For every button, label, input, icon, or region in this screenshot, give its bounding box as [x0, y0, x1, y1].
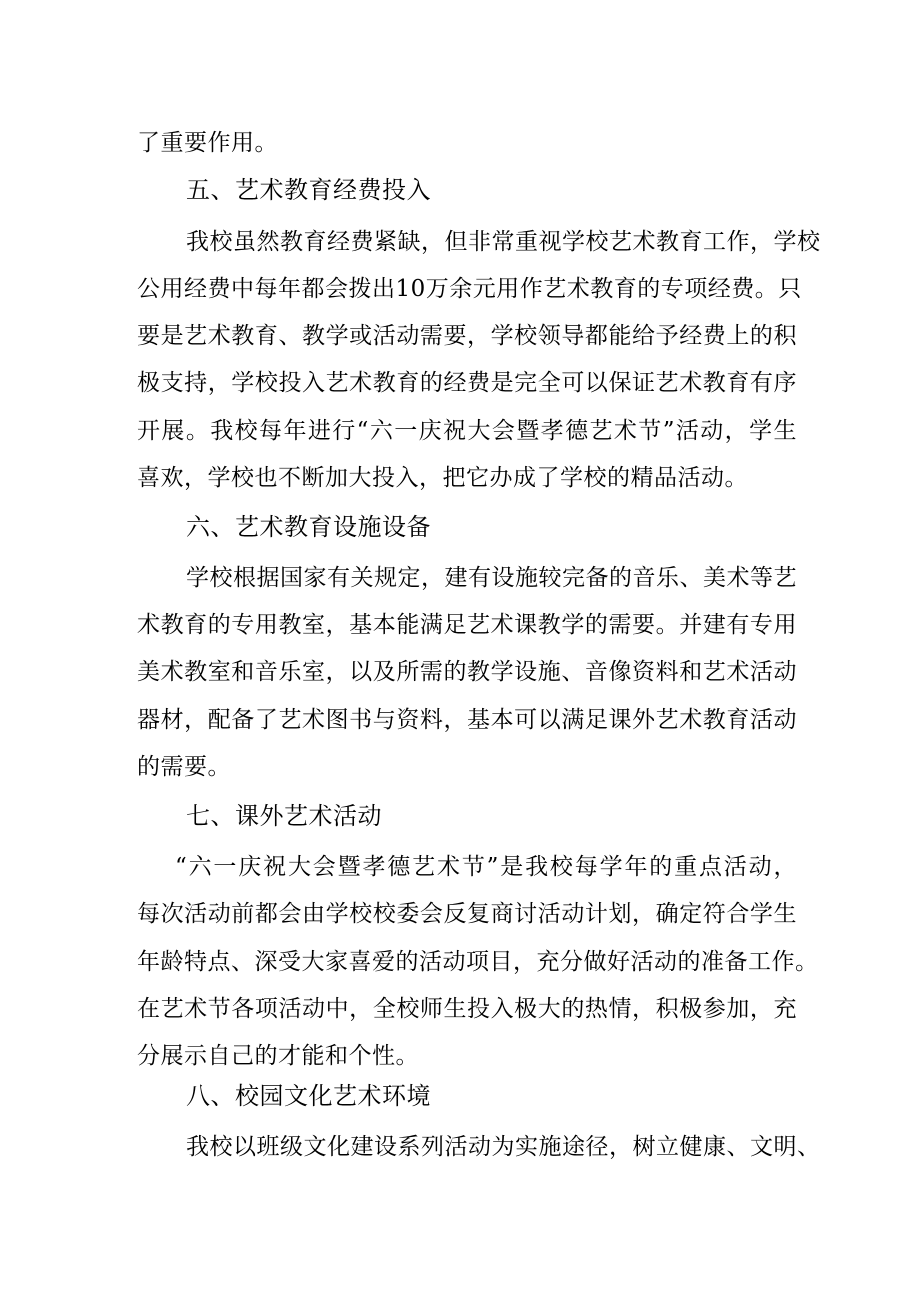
section-heading-6: 六、艺术教育设施设备	[186, 513, 431, 541]
section-heading-7: 七、课外艺术活动	[186, 802, 382, 830]
paragraph-line: “六一庆祝大会暨孝德艺术节”是我校每学年的重点活动，	[175, 854, 797, 880]
paragraph-line: 极支持，学校投入艺术教育的经费是完全可以保证艺术教育有序	[137, 370, 797, 396]
paragraph-line: 开展。我校每年进行“六一庆祝大会暨孝德艺术节”活动，学生	[137, 418, 797, 444]
paragraph-line: 喜欢，学校也不断加大投入，把它办成了学校的精品活动。	[137, 465, 748, 491]
paragraph-line: 器材，配备了艺术图书与资料，基本可以满足课外艺术教育活动	[137, 707, 797, 733]
section-heading-8: 八、校园文化艺术环境	[186, 1082, 431, 1110]
section-heading-5: 五、艺术教育经费投入	[186, 176, 431, 204]
paragraph-line: 在艺术节各项活动中，全校师生投入极大的热情，积极参加，充	[137, 996, 797, 1022]
paragraph-line: 分展示自己的才能和个性。	[137, 1043, 419, 1069]
paragraph-line: 要是艺术教育、教学或活动需要，学校领导都能给予经费上的积	[137, 323, 797, 349]
paragraph-line: 公用经费中每年都会拨出10万余元用作艺术教育的专项经费。只	[137, 276, 802, 302]
paragraph-line: 每次活动前都会由学校校委会反复商讨活动计划，确定符合学生	[137, 901, 797, 927]
paragraph-line: 术教育的专用教室，基本能满足艺术课教学的需要。并建有专用	[137, 612, 797, 638]
paragraph-line: 我校虽然教育经费紧缺，但非常重视学校艺术教育工作，学校	[186, 229, 821, 255]
continuation-text: 了重要作用。	[137, 130, 278, 156]
paragraph-line: 年龄特点、深受大家喜爱的活动项目，充分做好活动的准备工作。	[137, 949, 819, 975]
paragraph-line: 美术教室和音乐室，以及所需的教学设施、音像资料和艺术活动	[137, 659, 797, 685]
paragraph-line: 学校根据国家有关规定，建有设施较完备的音乐、美术等艺	[186, 565, 797, 591]
paragraph-line: 我校以班级文化建设系列活动为实施途径，树立健康、文明、	[186, 1134, 821, 1160]
paragraph-line: 的需要。	[137, 754, 231, 780]
